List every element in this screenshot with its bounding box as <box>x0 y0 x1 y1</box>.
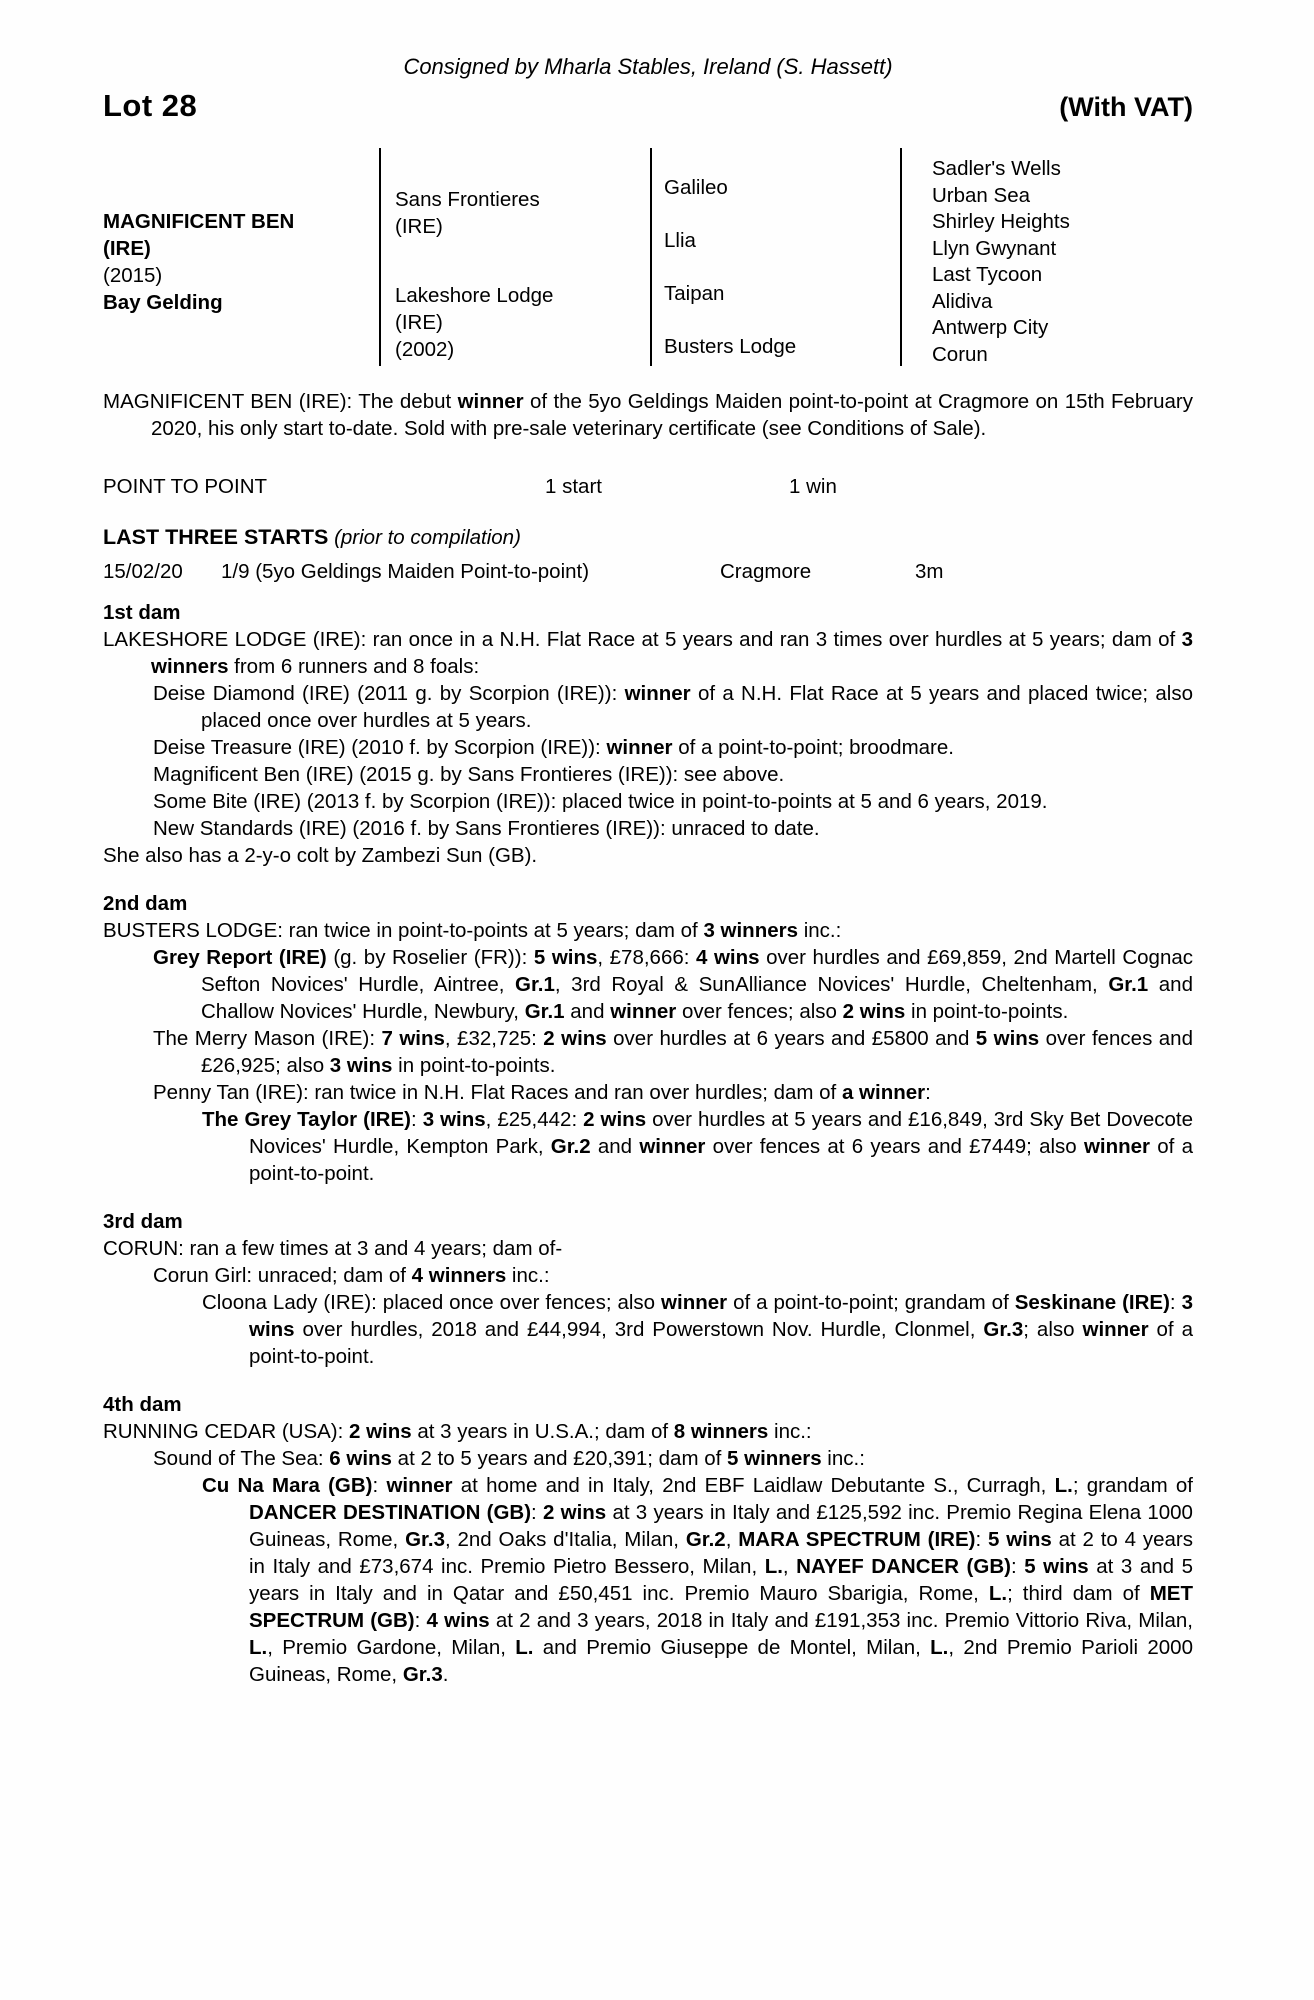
start-course: Cragmore <box>720 560 812 583</box>
great-grandparent-name: Shirley Heights <box>932 210 1070 233</box>
horse-sex: Bay Gelding <box>103 291 223 314</box>
dam-section-heading: 4th dam <box>103 1393 182 1416</box>
dam-paragraph: Sound of The Sea: 6 wins at 2 to 5 years and £20,391; dam of 5 winners inc.: <box>153 1447 865 1470</box>
dam-paragraph: CORUN: ran a few times at 3 and 4 years; dam of- <box>103 1237 563 1260</box>
lot-header-row <box>103 88 1193 124</box>
dam-paragraph: The Merry Mason (IRE): 7 wins, £32,725: 2 wins over hurdles at 6 years and £5800 and 5 wins over fences and £26,925; also 3 wins in point-to-points. <box>153 1027 1193 1077</box>
dam-paragraph: RUNNING CEDAR (USA): 2 wins at 3 years in U.S.A.; dam of 8 winners inc.: <box>103 1420 812 1443</box>
dam-paragraph: Cu Na Mara (GB): winner at home and in Italy, 2nd EBF Laidlaw Debutante S., Curragh, L.; grandam of DANCER DESTINATION (GB): 2 wins at 3 years in Italy and £125,592 inc. Premio Regina Elena 1000 Guineas, Rome, Gr.3, 2nd Oaks d'Italia, Milan, Gr.2, MARA SPECTRUM (IRE): 5 wins at 2 to 4 years in Italy and £73,674 inc. Premio Pietro Bessero, Milan, L., NAYEF DANCER (GB): 5 wins at 3 and 5 years in Italy and in Qatar and £50,451 inc. Premio Mauro Sbarigia, Rome, L.; third dam of MET SPECTRUM (GB): 4 wins at 2 and 3 years, 2018 in Italy and £191,353 inc. Premio Vittorio Riva, Milan, L., Premio Gardone, Milan, L. and Premio Giuseppe de Montel, Milan, L., 2nd Premio Parioli 2000 Guineas, Rome, Gr.3. <box>202 1474 1194 1686</box>
last-three-starts-section <box>103 524 1193 585</box>
great-grandparent-name: Urban Sea <box>932 183 1031 207</box>
grandparent-name: Busters Lodge <box>664 335 797 358</box>
point-to-point-starts: 1 start <box>545 475 602 498</box>
great-grandparent-name: Sadler's Wells <box>932 157 1061 180</box>
third-dam-section <box>103 1208 1193 1370</box>
start-result: 1/9 (5yo Geldings Maiden Point-to-point) <box>221 560 590 583</box>
dam-year: (2002) <box>395 338 455 361</box>
dam-paragraph: New Standards (IRE) (2016 f. by Sans Frontieres (IRE)): unraced to date. <box>153 817 820 840</box>
dam-paragraph: Corun Girl: unraced; dam of 4 winners inc.: <box>153 1264 550 1287</box>
consignor-line: Consigned by Mharla Stables, Ireland (S. Hassett) <box>403 54 893 79</box>
lot-number: Lot 28 <box>103 88 198 123</box>
great-grandparent-name: Antwerp City <box>932 316 1049 339</box>
start-date: 15/02/20 <box>103 560 183 583</box>
start-distance: 3m <box>915 560 944 583</box>
dam-paragraph: BUSTERS LODGE: ran twice in point-to-points at 5 years; dam of 3 winners inc.: <box>103 919 842 942</box>
dam-paragraph: Some Bite (IRE) (2013 f. by Scorpion (IRE)): placed twice in point-to-points at 5 and 6 years, 2019. <box>153 790 1048 813</box>
great-grandparent-name: Alidiva <box>932 289 993 313</box>
last-three-starts-title: LAST THREE STARTS <box>103 525 329 549</box>
point-to-point-wins: 1 win <box>789 475 837 498</box>
horse-name: MAGNIFICENT BEN (IRE) <box>103 210 295 260</box>
dam-paragraph: Penny Tan (IRE): ran twice in N.H. Flat Races and ran over hurdles; dam of a winner: <box>153 1081 931 1104</box>
last-three-starts-note: (prior to compilation) <box>334 526 521 549</box>
dam-paragraph: Magnificent Ben (IRE) (2015 g. by Sans Frontieres (IRE)): see above. <box>153 763 785 786</box>
great-grandparent-name: Llyn Gwynant <box>932 236 1057 260</box>
horse-year: (2015) <box>103 264 163 287</box>
dam-paragraph: She also has a 2-y-o colt by Zambezi Sun (GB). <box>103 844 538 867</box>
lot-description: MAGNIFICENT BEN (IRE): The debut winner of the 5yo Geldings Maiden point-to-point at Cragmore on 15th February 2020, his only start to-date. Sold with pre-sale veterinary certificate (see Conditions of Sale). <box>103 390 1193 440</box>
dam-paragraph: Deise Diamond (IRE) (2011 g. by Scorpion (IRE)): winner of a N.H. Flat Race at 5 years and placed twice; also placed once over hurdles at 5 years. <box>153 682 1193 732</box>
vat-note: (With VAT) <box>1059 92 1193 122</box>
dam-cell <box>395 254 650 363</box>
pedigree-great-grandparents-column <box>900 148 1193 366</box>
last-three-starts-heading <box>103 524 1193 551</box>
dam-section-heading: 2nd dam <box>103 892 188 915</box>
grandparent-name: Llia <box>664 229 696 252</box>
point-to-point-label: POINT TO POINT <box>103 475 268 498</box>
sire-cell <box>395 148 650 254</box>
fourth-dam-section <box>103 1391 1193 1688</box>
dam-paragraph: Cloona Lady (IRE): placed once over fences; also winner of a point-to-point; grandam of Seskinane (IRE): 3 wins over hurdles, 2018 and £44,994, 3rd Powerstown Nov. Hurdle, Clonmel, Gr.3; also winner of a point-to-point. <box>202 1291 1193 1368</box>
dam-section-heading: 3rd dam <box>103 1210 183 1233</box>
pedigree-table <box>103 148 1193 366</box>
grandparent-name: Galileo <box>664 176 728 199</box>
great-grandparent-name: Corun <box>932 342 988 366</box>
dam-paragraph: Deise Treasure (IRE) (2010 f. by Scorpion (IRE)): winner of a point-to-point; broodmare. <box>153 736 954 759</box>
pedigree-horse-cell <box>103 148 379 366</box>
dam-paragraph: LAKESHORE LODGE (IRE): ran once in a N.H. Flat Race at 5 years and ran 3 times over hurdles at 5 years; dam of 3 winners from 6 runners and 8 foals: <box>103 628 1193 678</box>
grandparent-name: Taipan <box>664 282 725 305</box>
dam-paragraph: Grey Report (IRE) (g. by Roselier (FR)): 5 wins, £78,666: 4 wins over hurdles and £69,859, 2nd Martell Cognac Sefton Novices' Hurdle, Aintree, Gr.1, 3rd Royal & SunAlliance Novices' Hurdle, Cheltenham, Gr.1 and Challow Novices' Hurdle, Newbury, Gr.1 and winner over fences; also 2 wins in point-to-points. <box>153 946 1193 1023</box>
dam-paragraph: The Grey Taylor (IRE): 3 wins, £25,442: 2 wins over hurdles at 5 years and £16,849, 3rd Sky Bet Dovecote Novices' Hurdle, Kempton Park, Gr.2 and winner over fences at 6 years and £7449; also winner of a point-to-point. <box>202 1108 1193 1185</box>
dam-name: Lakeshore Lodge (IRE) <box>395 284 554 334</box>
dam-section-heading: 1st dam <box>103 601 181 624</box>
second-dam-section <box>103 890 1193 1187</box>
pedigree-grandparents-column <box>650 148 900 366</box>
first-dam-section <box>103 599 1193 869</box>
pedigree-parents-column <box>379 148 650 366</box>
sire-name: Sans Frontieres (IRE) <box>395 188 540 238</box>
great-grandparent-name: Last Tycoon <box>932 263 1043 286</box>
start-record-row <box>103 558 1193 585</box>
point-to-point-summary-row <box>103 473 1193 500</box>
